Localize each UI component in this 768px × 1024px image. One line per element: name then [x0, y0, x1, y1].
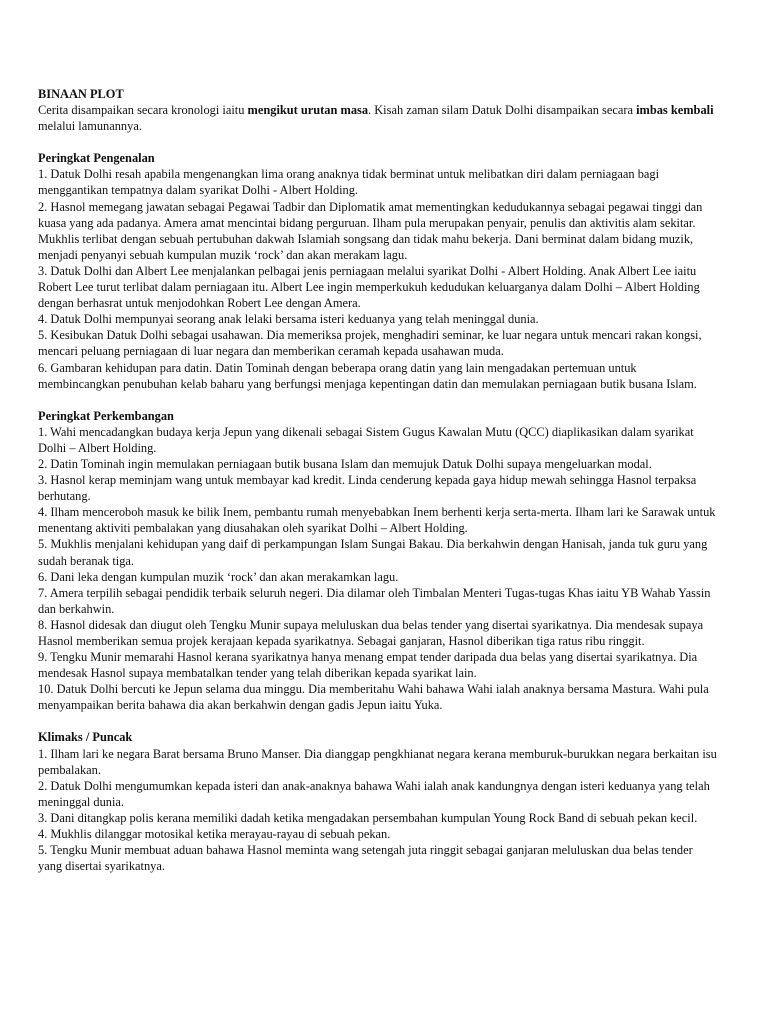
intro-bold-text: imbas kembali — [636, 103, 714, 118]
list-item: 1. Ilham lari ke negara Barat bersama Bruno Manser. Dia dianggap pengkhianat negara kerana memburuk-burukkan negara berkaitan isu pembalakan. — [38, 746, 717, 777]
list-item: 4. Datuk Dolhi mempunyai seorang anak lelaki bersama isteri keduanya yang telah meninggal dunia. — [38, 312, 539, 327]
list-item: 5. Tengku Munir membuat aduan bahawa Hasnol meminta wang setengah juta ringgit sebagai ganjaran meluluskan dua belas tender yang disertai syarikatnya. — [38, 843, 693, 874]
intro-heading: BINAAN PLOT — [38, 87, 124, 101]
list-item: 3. Hasnol kerap meminjam wang untuk membayar kad kredit. Linda cenderung kepada gaya hidup mewah sehingga Hasnol terpaksa berhutang. — [38, 473, 697, 504]
list-item: 1. Wahi mencadangkan budaya kerja Jepun yang dikenali sebagai Sistem Gugus Kawalan Mutu (QCC) diaplikasikan dalam syarikat Dolhi – Albert Holding. — [38, 424, 694, 455]
list-item: 1. Datuk Dolhi resah apabila mengenangkan lima orang anaknya tidak berminat untuk melibatkan diri dalam perniagaan bagi menggantikan tempatnya dalam syarikat Dolhi - Albert Holding. — [38, 167, 660, 198]
list-item: 9. Tengku Munir memarahi Hasnol kerana syarikatnya hanya menang empat tender daripada dua belas yang disertai syarikatnya. Dia mendesak Hasnol supaya membatalkan tender yang telah diberikan kepada syarikat lain. — [38, 650, 698, 681]
section-klimaks — [38, 729, 718, 874]
list-item: 7. Amera terpilih sebagai pendidik terbaik seluruh negeri. Dia dilamar oleh Timbalan Menteri Tugas-tugas Khas iaitu YB Wahab Yassin dan berkahwin. — [38, 585, 711, 616]
intro-bold-text: mengikut urutan masa — [247, 103, 369, 118]
list-item: 6. Dani leka dengan kumpulan muzik ‘rock’ dan akan merakamkan lagu. — [38, 569, 399, 584]
section-heading: Klimaks / Puncak — [38, 730, 133, 745]
list-item: 6. Gambaran kehidupan para datin. Datin Tominah dengan beberapa orang datin yang lain mengadakan pertemuan untuk membincangkan penubuhan kelab baharu yang berfungsi menjaga kepentingan datin dan memulakan perniagaan butik busana Islam. — [38, 360, 697, 391]
list-item: 2. Datuk Dolhi mengumumkan kepada isteri dan anak-anaknya bahawa Wahi ialah anak kandungnya dengan isteri keduanya yang telah meninggal dunia. — [38, 778, 710, 809]
list-item: 4. Mukhlis dilanggar motosikal ketika merayau-rayau di sebuah pekan. — [38, 827, 391, 842]
intro-text: melalui lamunannya. — [38, 119, 142, 134]
section-perkembangan — [38, 408, 718, 714]
section-pengenalan — [38, 150, 718, 391]
list-item: 4. Ilham menceroboh masuk ke bilik Inem, pembantu rumah menyebabkan Inem berhenti kerja serta-merta. Ilham lari ke Sarawak untuk menentang aktiviti pembalakan yang diusahakan oleh syarikat Dolhi – Albert Holding. — [38, 505, 716, 536]
list-item: 5. Mukhlis menjalani kehidupan yang daif di perkampungan Islam Sungai Bakau. Dia berkahwin dengan Hanisah, janda tuk guru yang sudah beranak tiga. — [38, 537, 708, 568]
list-item: 2. Hasnol memegang jawatan sebagai Pegawai Tadbir dan Diplomatik amat mementingkan kedudukannya sebagai pegawai tinggi dan kuasa yang ada padanya. Amera amat mencintai bidang perguruan. Ilham pula merupakan penyair, penulis dan aktivitis alam sekitar. Mukhlis terlibat dengan sebuah pertubuhan dakwah Islamiah songsang dan tidak mahu bekerja. Dani berminat dalam bidang muzik, menjadi penyanyi sebuah kumpulan muzik ‘rock’ dan akan merakam lagu. — [38, 199, 703, 262]
section-heading: Peringkat Pengenalan — [38, 151, 155, 166]
list-item: 8. Hasnol didesak dan diugut oleh Tengku Munir supaya meluluskan dua belas tender yang disertai syarikatnya. Dia mendesak supaya Hasnol memberikan semua projek kerajaan kepada syarikatnya. Sebagai ganjaran, Hasnol diberikan tiga ratus ribu ringgit. — [38, 617, 704, 648]
intro-section — [38, 86, 718, 134]
section-heading: Peringkat Perkembangan — [38, 408, 174, 423]
intro-text: . Kisah zaman silam Datuk Dolhi disampaikan secara — [368, 103, 637, 118]
list-item: 2. Datin Tominah ingin memulakan perniagaan butik busana Islam dan memujuk Datuk Dolhi supaya mengeluarkan modal. — [38, 456, 652, 471]
intro-paragraph — [38, 102, 718, 134]
list-item: 3. Datuk Dolhi dan Albert Lee menjalankan pelbagai jenis perniagaan melalui syarikat Dolhi - Albert Holding. Anak Albert Lee iaitu Robert Lee turut terlibat dalam perniagaan itu. Albert Lee ingin memperkukuh kedudukan keluarganya dalam Dolhi – Albert Holding dengan berhasrat untuk menjodohkan Robert Lee dengan Amera. — [38, 263, 700, 311]
list-item: 3. Dani ditangkap polis kerana memiliki dadah ketika mengadakan persembahan kumpulan Young Rock Band di sebuah pekan kecil. — [38, 810, 698, 825]
intro-text: Cerita disampaikan secara kronologi iaitu — [38, 103, 248, 118]
list-item: 5. Kesibukan Datuk Dolhi sebagai usahawan. Dia memeriksa projek, menghadiri seminar, ke luar negara untuk mencari rakan kongsi, mencari peluang perniagaan di luar negara dan memberikan ceramah kepada usahawan muda. — [38, 328, 702, 359]
list-item: 10. Datuk Dolhi bercuti ke Jepun selama dua minggu. Dia memberitahu Wahi bahawa Wahi ialah anaknya bersama Mastura. Wahi pula menyampaikan berita bahawa dia akan berkahwin dengan gadis Jepun iaitu Yuka. — [38, 682, 709, 713]
